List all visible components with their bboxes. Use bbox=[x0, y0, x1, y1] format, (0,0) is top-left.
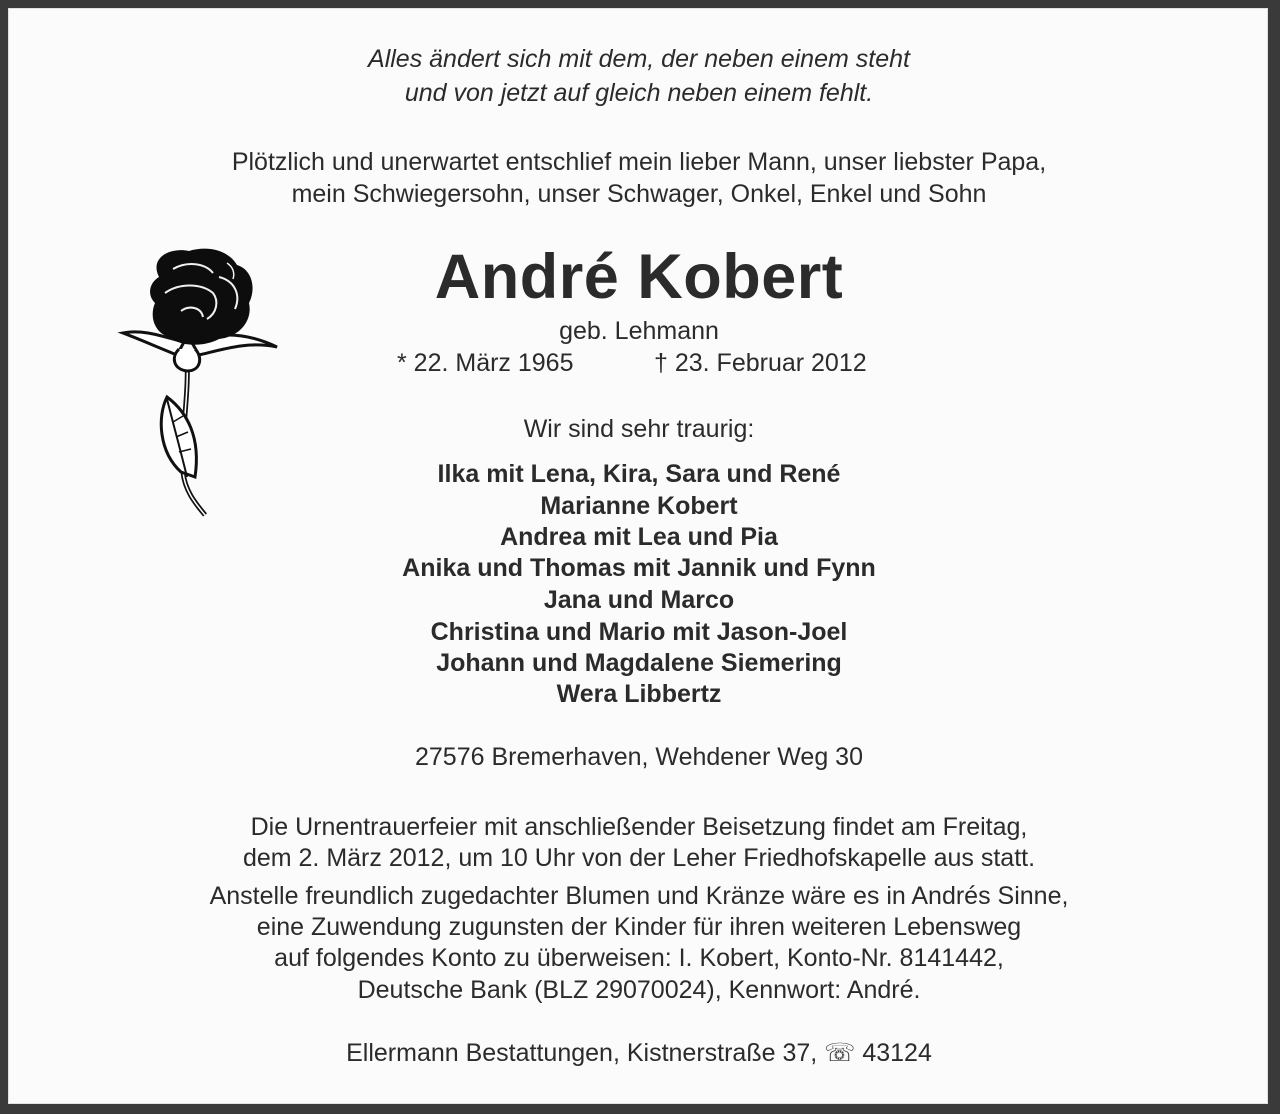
mourner-line: Christina und Mario mit Jason-Joel bbox=[430, 618, 848, 646]
obituary-notice bbox=[8, 8, 1268, 1104]
mourner-line: Andrea mit Lea und Pia bbox=[500, 523, 778, 551]
address: 27576 Bremerhaven, Wehdener Weg 30 bbox=[415, 743, 863, 771]
mourner-line: Jana und Marco bbox=[543, 586, 735, 614]
mourning-heading: Wir sind sehr traurig: bbox=[523, 415, 755, 443]
donation-line-4: Deutsche Bank (BLZ 29070024), Kennwort: André. bbox=[357, 976, 921, 1004]
mourner-line: Anika und Thomas mit Jannik und Fynn bbox=[402, 554, 876, 582]
funeral-home-line: Ellermann Bestattungen, Kistnerstraße 37, ☏ 43124 bbox=[346, 1039, 932, 1067]
mourner-line: Wera Libbertz bbox=[556, 680, 722, 708]
donation-line-1: Anstelle freundlich zugedachter Blumen und Kränze wäre es in Andrés Sinne, bbox=[209, 882, 1069, 910]
life-dates bbox=[397, 349, 867, 378]
birth-name: geb. Lehmann bbox=[559, 317, 719, 345]
deceased-name: André Kobert bbox=[434, 242, 844, 312]
mourner-line: Ilka mit Lena, Kira, Sara und René bbox=[437, 460, 841, 488]
birth-date: * 22. März 1965 bbox=[397, 349, 574, 377]
ceremony-line-1: Die Urnentrauerfeier mit anschließender Beisetzung findet am Freitag, bbox=[250, 813, 1028, 841]
mourner-line: Johann und Magdalene Siemering bbox=[436, 649, 842, 677]
donation-line-3: auf folgendes Konto zu überweisen: I. Kobert, Konto-Nr. 8141442, bbox=[274, 944, 1004, 972]
ceremony-line-2: dem 2. März 2012, um 10 Uhr von der Leher Friedhofskapelle aus statt. bbox=[242, 844, 1036, 872]
mourner-line: Marianne Kobert bbox=[540, 492, 738, 520]
intro-line-2: mein Schwiegersohn, unser Schwager, Onkel, Enkel und Sohn bbox=[291, 180, 987, 208]
donation-line-2: eine Zuwendung zugunsten der Kinder für ihren weiteren Lebensweg bbox=[256, 913, 1022, 941]
intro-line-1: Plötzlich und unerwartet entschlief mein lieber Mann, unser liebster Papa, bbox=[231, 148, 1047, 176]
death-date: † 23. Februar 2012 bbox=[654, 349, 867, 377]
motto-line-1: Alles ändert sich mit dem, der neben einem steht bbox=[368, 45, 910, 73]
motto-line-2: und von jetzt auf gleich neben einem fehlt. bbox=[404, 79, 874, 107]
